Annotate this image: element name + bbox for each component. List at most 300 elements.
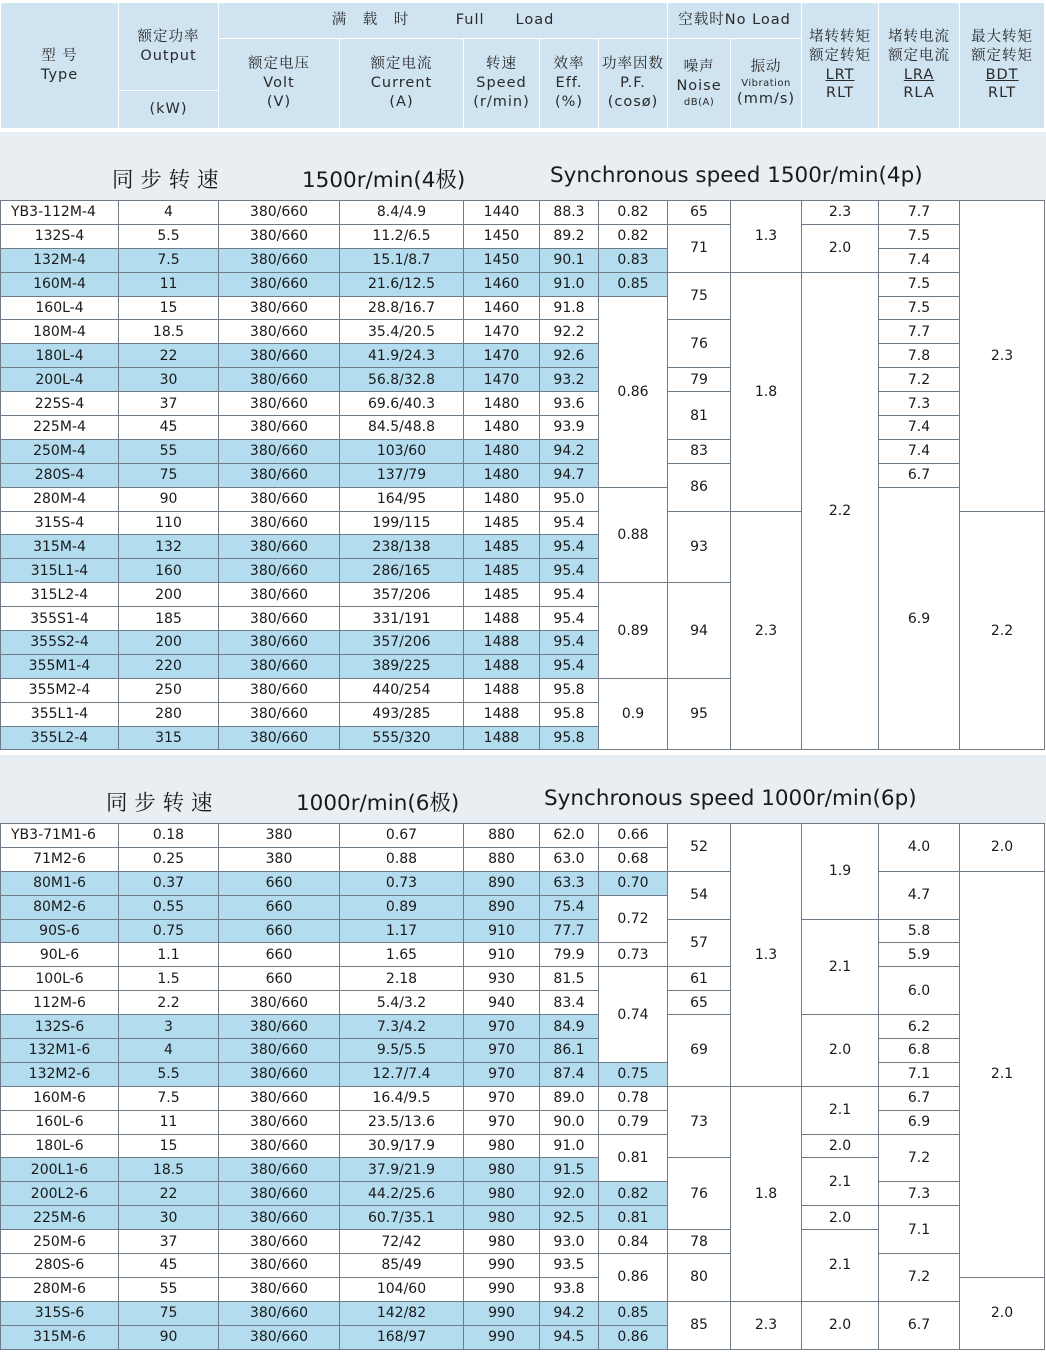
table-row (1, 1015, 1045, 1039)
cell-eff: 91.8 (540, 296, 599, 320)
cell-volt: 380/660 (219, 368, 340, 392)
cell-speed: 980 (464, 1134, 540, 1158)
cell-output: 160 (119, 559, 219, 583)
cell-current: 23.5/13.6 (340, 1110, 464, 1134)
header-eff: 效率 Eff. (%) (540, 39, 599, 129)
cell-speed: 880 (464, 847, 540, 871)
cell-speed: 1488 (464, 607, 540, 631)
cell-lra: 7.4 (879, 248, 960, 272)
cell-volt: 660 (219, 871, 340, 895)
cell-eff: 86.1 (540, 1039, 599, 1063)
cell-current: 60.7/35.1 (340, 1206, 464, 1230)
header-current: 额定电流 Current (A) (340, 39, 464, 129)
section1-title-en: Synchronous speed 1500r/min(4p) (550, 163, 923, 188)
cell-noise: 85 (668, 1301, 731, 1349)
cell-noise: 76 (668, 1158, 731, 1230)
table-row (1, 416, 1045, 440)
cell-volt: 380/660 (219, 559, 340, 583)
cell-pf: 0.66 (599, 824, 668, 848)
table-4-pole (0, 200, 1045, 750)
cell-current: 164/95 (340, 487, 464, 511)
cell-pf: 0.86 (599, 296, 668, 487)
cell-eff: 94.5 (540, 1325, 599, 1349)
cell-type: 315S-4 (1, 511, 119, 535)
cell-lra: 7.4 (879, 439, 960, 463)
cell-volt: 380/660 (219, 1039, 340, 1063)
cell-output: 45 (119, 416, 219, 440)
cell-speed: 880 (464, 824, 540, 848)
cell-pf: 0.88 (599, 487, 668, 583)
cell-speed: 1480 (464, 416, 540, 440)
cell-noise: 81 (668, 392, 731, 440)
cell-eff: 95.0 (540, 487, 599, 511)
cell-type: 315M-6 (1, 1325, 119, 1349)
cell-output: 220 (119, 654, 219, 678)
table-row (1, 463, 1045, 487)
cell-output: 2.2 (119, 991, 219, 1015)
table-row (1, 487, 1045, 511)
table-row (1, 1110, 1045, 1134)
cell-type: 71M2-6 (1, 847, 119, 871)
table-row (1, 871, 1045, 895)
cell-noise: 86 (668, 463, 731, 511)
cell-speed: 1440 (464, 201, 540, 225)
cell-lrt: 2.0 (802, 1206, 879, 1230)
header-no-load: 空载时No Load (668, 3, 802, 39)
cell-speed: 1480 (464, 392, 540, 416)
cell-volt: 380/660 (219, 1110, 340, 1134)
cell-eff: 93.6 (540, 392, 599, 416)
cell-output: 132 (119, 535, 219, 559)
cell-type: 355S2-4 (1, 631, 119, 655)
cell-speed: 980 (464, 1230, 540, 1254)
cell-output: 15 (119, 296, 219, 320)
cell-current: 56.8/32.8 (340, 368, 464, 392)
cell-type: 355S1-4 (1, 607, 119, 631)
cell-eff: 77.7 (540, 919, 599, 943)
table-6-pole (0, 823, 1045, 1350)
column-header (0, 2, 1045, 129)
cell-type: 80M1-6 (1, 871, 119, 895)
cell-lrt: 2.2 (802, 272, 879, 750)
cell-lra: 7.4 (879, 416, 960, 440)
table-row (1, 248, 1045, 272)
cell-current: 142/82 (340, 1301, 464, 1325)
table-row (1, 1062, 1045, 1086)
table-row (1, 272, 1045, 296)
cell-speed: 1480 (464, 463, 540, 487)
cell-volt: 380/660 (219, 1325, 340, 1349)
cell-lrt: 2.0 (802, 1301, 879, 1349)
cell-eff: 94.2 (540, 1301, 599, 1325)
cell-pf: 0.79 (599, 1110, 668, 1134)
cell-current: 37.9/21.9 (340, 1158, 464, 1182)
header-type: 型 号 Type (1, 3, 119, 129)
cell-eff: 95.4 (540, 559, 599, 583)
cell-output: 0.75 (119, 919, 219, 943)
cell-current: 21.6/12.5 (340, 272, 464, 296)
cell-eff: 89.0 (540, 1086, 599, 1110)
cell-noise: 76 (668, 320, 731, 368)
cell-current: 1.17 (340, 919, 464, 943)
cell-current: 7.3/4.2 (340, 1015, 464, 1039)
header-lra: 堵转电流 额定电流 LRA RLA (879, 3, 960, 129)
cell-type: 315L1-4 (1, 559, 119, 583)
cell-current: 0.89 (340, 895, 464, 919)
cell-noise: 93 (668, 511, 731, 583)
cell-output: 22 (119, 344, 219, 368)
cell-output: 37 (119, 392, 219, 416)
cell-volt: 660 (219, 967, 340, 991)
cell-volt: 380/660 (219, 487, 340, 511)
table-row (1, 1206, 1045, 1230)
cell-current: 286/165 (340, 559, 464, 583)
cell-volt: 380/660 (219, 1206, 340, 1230)
cell-volt: 380/660 (219, 416, 340, 440)
cell-current: 44.2/25.6 (340, 1182, 464, 1206)
cell-type: 355L1-4 (1, 702, 119, 726)
header-bdt: 最大转矩 额定转矩 BDT RLT (960, 3, 1045, 129)
cell-eff: 75.4 (540, 895, 599, 919)
cell-speed: 970 (464, 1086, 540, 1110)
cell-noise: 79 (668, 368, 731, 392)
cell-lra: 7.3 (879, 1182, 960, 1206)
cell-pf: 0.86 (599, 1325, 668, 1349)
cell-pf: 0.85 (599, 272, 668, 296)
cell-noise: 83 (668, 439, 731, 463)
cell-eff: 95.4 (540, 511, 599, 535)
cell-output: 4 (119, 1039, 219, 1063)
cell-volt: 380/660 (219, 1230, 340, 1254)
cell-volt: 380/660 (219, 702, 340, 726)
cell-type: 160L-6 (1, 1110, 119, 1134)
cell-type: 200L-4 (1, 368, 119, 392)
section1-title-speed: 1500r/min(4极) (302, 168, 466, 193)
table-row (1, 439, 1045, 463)
cell-noise: 78 (668, 1230, 731, 1254)
table-row (1, 1301, 1045, 1325)
cell-current: 137/79 (340, 463, 464, 487)
header-full-load: 满 载 时 Full Load (219, 3, 668, 39)
table-row (1, 392, 1045, 416)
cell-speed: 1485 (464, 583, 540, 607)
cell-eff: 95.8 (540, 726, 599, 750)
cell-vibration: 1.3 (731, 201, 802, 273)
table-row (1, 1039, 1045, 1063)
cell-pf: 0.70 (599, 871, 668, 895)
cell-lrt: 2.0 (802, 1134, 879, 1158)
cell-lra: 7.1 (879, 1062, 960, 1086)
cell-type: 160M-6 (1, 1086, 119, 1110)
cell-output: 15 (119, 1134, 219, 1158)
cell-pf: 0.89 (599, 583, 668, 679)
cell-speed: 970 (464, 1062, 540, 1086)
table-row (1, 201, 1045, 225)
cell-volt: 380/660 (219, 439, 340, 463)
cell-type: 200L2-6 (1, 1182, 119, 1206)
cell-volt: 380/660 (219, 654, 340, 678)
cell-type: 90S-6 (1, 919, 119, 943)
header-speed: 转速 Speed (r/min) (464, 39, 540, 129)
cell-speed: 1470 (464, 368, 540, 392)
cell-lra: 6.2 (879, 1015, 960, 1039)
cell-pf: 0.81 (599, 1206, 668, 1230)
cell-pf: 0.86 (599, 1254, 668, 1302)
header-vibration: 振动 Vibration (mm/s) (731, 39, 802, 129)
cell-output: 1.5 (119, 967, 219, 991)
cell-current: 30.9/17.9 (340, 1134, 464, 1158)
cell-eff: 91.0 (540, 1134, 599, 1158)
cell-pf: 0.82 (599, 224, 668, 248)
cell-current: 5.4/3.2 (340, 991, 464, 1015)
cell-eff: 95.4 (540, 535, 599, 559)
cell-volt: 660 (219, 919, 340, 943)
cell-speed: 910 (464, 919, 540, 943)
cell-output: 18.5 (119, 320, 219, 344)
cell-speed: 1488 (464, 678, 540, 702)
cell-current: 357/206 (340, 583, 464, 607)
cell-type: 280M-6 (1, 1277, 119, 1301)
cell-noise: 75 (668, 272, 731, 320)
cell-type: 315M-4 (1, 535, 119, 559)
cell-bdt: 2.0 (960, 824, 1045, 872)
cell-eff: 91.5 (540, 1158, 599, 1182)
cell-noise: 54 (668, 871, 731, 919)
cell-current: 2.18 (340, 967, 464, 991)
cell-speed: 1450 (464, 248, 540, 272)
cell-type: 225S-4 (1, 392, 119, 416)
cell-lrt: 2.0 (802, 224, 879, 272)
cell-type: 160M-4 (1, 272, 119, 296)
cell-speed: 1450 (464, 224, 540, 248)
cell-eff: 94.2 (540, 439, 599, 463)
cell-type: 90L-6 (1, 943, 119, 967)
cell-output: 5.5 (119, 1062, 219, 1086)
cell-speed: 890 (464, 895, 540, 919)
cell-lrt: 2.0 (802, 1015, 879, 1087)
cell-bdt: 2.1 (960, 871, 1045, 1277)
cell-output: 18.5 (119, 1158, 219, 1182)
cell-volt: 380/660 (219, 726, 340, 750)
cell-volt: 380/660 (219, 392, 340, 416)
cell-type: 132M-4 (1, 248, 119, 272)
cell-output: 3 (119, 1015, 219, 1039)
cell-output: 11 (119, 1110, 219, 1134)
cell-type: YB3-112M-4 (1, 201, 119, 225)
cell-current: 72/42 (340, 1230, 464, 1254)
cell-speed: 930 (464, 967, 540, 991)
cell-lra: 6.9 (879, 1110, 960, 1134)
cell-current: 15.1/8.7 (340, 248, 464, 272)
cell-output: 11 (119, 272, 219, 296)
cell-speed: 1485 (464, 511, 540, 535)
cell-current: 8.4/4.9 (340, 201, 464, 225)
cell-vibration: 2.3 (731, 511, 802, 750)
cell-lra: 6.9 (879, 487, 960, 750)
cell-lra: 4.7 (879, 871, 960, 919)
cell-volt: 380 (219, 847, 340, 871)
cell-type: 180L-6 (1, 1134, 119, 1158)
cell-lra: 6.0 (879, 967, 960, 1015)
cell-lra: 7.5 (879, 296, 960, 320)
table-row (1, 344, 1045, 368)
cell-speed: 1488 (464, 726, 540, 750)
cell-volt: 380/660 (219, 1015, 340, 1039)
cell-type: 200L1-6 (1, 1158, 119, 1182)
cell-type: 250M-4 (1, 439, 119, 463)
cell-noise: 61 (668, 967, 731, 991)
cell-pf: 0.82 (599, 1182, 668, 1206)
cell-speed: 910 (464, 943, 540, 967)
cell-pf: 0.73 (599, 943, 668, 967)
cell-eff: 93.8 (540, 1277, 599, 1301)
cell-volt: 380/660 (219, 535, 340, 559)
cell-eff: 95.4 (540, 607, 599, 631)
cell-current: 493/285 (340, 702, 464, 726)
cell-volt: 380/660 (219, 991, 340, 1015)
table-row (1, 1182, 1045, 1206)
cell-speed: 1470 (464, 320, 540, 344)
cell-eff: 88.3 (540, 201, 599, 225)
cell-eff: 79.9 (540, 943, 599, 967)
cell-type: 132S-6 (1, 1015, 119, 1039)
cell-type: 280M-4 (1, 487, 119, 511)
cell-type: 315S-6 (1, 1301, 119, 1325)
cell-current: 199/115 (340, 511, 464, 535)
cell-output: 22 (119, 1182, 219, 1206)
cell-pf: 0.9 (599, 678, 668, 750)
table-row (1, 919, 1045, 943)
cell-lra: 5.9 (879, 943, 960, 967)
cell-type: 355M1-4 (1, 654, 119, 678)
cell-output: 55 (119, 1277, 219, 1301)
cell-lra: 7.8 (879, 344, 960, 368)
cell-lra: 7.2 (879, 1254, 960, 1302)
cell-noise: 95 (668, 678, 731, 750)
cell-type: 132S-4 (1, 224, 119, 248)
cell-volt: 380/660 (219, 1301, 340, 1325)
cell-noise: 71 (668, 224, 731, 272)
cell-lra: 6.7 (879, 463, 960, 487)
cell-speed: 990 (464, 1254, 540, 1278)
cell-output: 7.5 (119, 1086, 219, 1110)
cell-lrt: 2.3 (802, 201, 879, 225)
cell-volt: 380/660 (219, 272, 340, 296)
cell-current: 69.6/40.3 (340, 392, 464, 416)
cell-volt: 380/660 (219, 1062, 340, 1086)
cell-vibration: 2.3 (731, 1301, 802, 1349)
cell-type: 180L-4 (1, 344, 119, 368)
cell-output: 250 (119, 678, 219, 702)
cell-current: 12.7/7.4 (340, 1062, 464, 1086)
cell-noise: 65 (668, 991, 731, 1015)
cell-eff: 83.4 (540, 991, 599, 1015)
cell-noise: 80 (668, 1254, 731, 1302)
cell-eff: 93.0 (540, 1230, 599, 1254)
header-lrt: 堵转转矩 额定转矩 LRT RLT (802, 3, 879, 129)
header-noise: 噪声 Noise dB(A) (668, 39, 731, 129)
cell-vibration: 1.3 (731, 824, 802, 1087)
cell-speed: 1488 (464, 702, 540, 726)
cell-noise: 65 (668, 201, 731, 225)
cell-volt: 380/660 (219, 1158, 340, 1182)
cell-lrt: 2.1 (802, 1086, 879, 1134)
cell-eff: 93.5 (540, 1254, 599, 1278)
cell-output: 90 (119, 1325, 219, 1349)
cell-current: 238/138 (340, 535, 464, 559)
cell-volt: 380/660 (219, 583, 340, 607)
cell-volt: 380/660 (219, 607, 340, 631)
cell-eff: 95.4 (540, 654, 599, 678)
cell-current: 103/60 (340, 439, 464, 463)
cell-type: 225M-4 (1, 416, 119, 440)
cell-speed: 1485 (464, 559, 540, 583)
cell-volt: 380/660 (219, 1254, 340, 1278)
table-row (1, 368, 1045, 392)
cell-noise: 57 (668, 919, 731, 967)
table-row (1, 943, 1045, 967)
cell-volt: 380/660 (219, 631, 340, 655)
cell-output: 185 (119, 607, 219, 631)
cell-volt: 380/660 (219, 296, 340, 320)
cell-bdt: 2.3 (960, 201, 1045, 512)
cell-current: 104/60 (340, 1277, 464, 1301)
cell-current: 0.88 (340, 847, 464, 871)
cell-speed: 990 (464, 1325, 540, 1349)
cell-eff: 92.6 (540, 344, 599, 368)
cell-type: YB3-71M1-6 (1, 824, 119, 848)
cell-volt: 380/660 (219, 224, 340, 248)
cell-pf: 0.85 (599, 1301, 668, 1325)
table-row (1, 824, 1045, 848)
cell-output: 200 (119, 583, 219, 607)
cell-volt: 380/660 (219, 678, 340, 702)
cell-current: 357/206 (340, 631, 464, 655)
cell-type: 355M2-4 (1, 678, 119, 702)
cell-speed: 1480 (464, 487, 540, 511)
table-row (1, 1134, 1045, 1158)
cell-type: 180M-4 (1, 320, 119, 344)
cell-speed: 1460 (464, 296, 540, 320)
section2-title-cn: 同 步 转 速 (106, 791, 213, 816)
table-row (1, 320, 1045, 344)
cell-lra: 7.2 (879, 1134, 960, 1182)
cell-type: 225M-6 (1, 1206, 119, 1230)
cell-lra: 4.0 (879, 824, 960, 872)
cell-speed: 890 (464, 871, 540, 895)
cell-volt: 380/660 (219, 463, 340, 487)
table-row (1, 1254, 1045, 1278)
cell-lra: 7.3 (879, 392, 960, 416)
cell-output: 0.55 (119, 895, 219, 919)
cell-current: 331/191 (340, 607, 464, 631)
cell-current: 0.67 (340, 824, 464, 848)
cell-volt: 380 (219, 824, 340, 848)
header-output: 额定功率 Output (119, 3, 219, 91)
cell-eff: 90.0 (540, 1110, 599, 1134)
cell-current: 28.8/16.7 (340, 296, 464, 320)
cell-current: 11.2/6.5 (340, 224, 464, 248)
cell-current: 85/49 (340, 1254, 464, 1278)
cell-type: 112M-6 (1, 991, 119, 1015)
cell-lrt: 1.9 (802, 824, 879, 920)
cell-pf: 0.82 (599, 201, 668, 225)
cell-speed: 980 (464, 1182, 540, 1206)
cell-type: 80M2-6 (1, 895, 119, 919)
cell-noise: 94 (668, 583, 731, 679)
cell-volt: 380/660 (219, 1134, 340, 1158)
cell-output: 315 (119, 726, 219, 750)
